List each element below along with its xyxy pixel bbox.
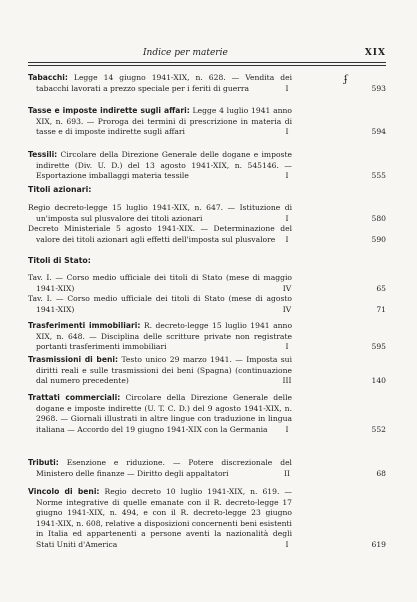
entry-text: R. decreto-legge 15 luglio 1941 anno XIX, n. 648. — Disciplina delle scritture private non registrate portanti trasferimenti immobiliari xyxy=(36,321,293,352)
header-rule-thin xyxy=(28,65,386,66)
entry-heading: Trattati commerciali: xyxy=(28,393,121,402)
entry-heading: Tributi: xyxy=(28,458,59,467)
index-entry-titoli-azionari-2 xyxy=(28,224,386,245)
entry-heading: Trasmissioni di beni: xyxy=(28,355,119,364)
entry-text: Legge 4 luglio 1941 anno XIX, n. 693. — Proroga dei termini di prescrizione in materia di tasse e di imposte indirette sugli affari xyxy=(36,106,292,137)
entry-page: 140 xyxy=(371,376,386,386)
entry-text: Legge 14 giugno 1941-XIX, n. 628. — Vendita dei tabacchi lavorati a prezzo speciale per i feriti di guerra xyxy=(36,73,292,93)
entry-volume: III xyxy=(282,376,292,386)
entry-text: Decreto Ministeriale 5 agosto 1941-XIX. — Determinazione del valore dei titoli azionari agli effetti dell'imposta sul plusvalore xyxy=(28,224,292,244)
entry-heading: Tabacchi: xyxy=(28,73,68,82)
section-heading-titoli-stato: Titoli di Stato: xyxy=(28,256,91,265)
entry-page: 65 xyxy=(376,283,386,293)
page-number: XIX xyxy=(364,48,386,58)
index-entry-trasferimenti xyxy=(28,321,386,353)
index-entry-tessili xyxy=(28,150,386,182)
entry-text: Regio decreto-legge 15 luglio 1941-XIX, n. 647. — Istituzione di un'imposta sul plusvalore dei titoli azionari xyxy=(28,203,292,223)
page-header xyxy=(28,48,386,62)
entry-page: 594 xyxy=(371,127,386,137)
entry-volume: IV xyxy=(282,304,292,314)
entry-page: 68 xyxy=(376,468,386,478)
index-entry-trattati xyxy=(28,393,386,435)
entry-page: 552 xyxy=(371,424,386,434)
entry-page: 590 xyxy=(371,234,386,244)
entry-page: 71 xyxy=(376,304,386,314)
index-entry-tributi xyxy=(28,458,386,479)
index-entry-tasse xyxy=(28,106,386,138)
entry-text: Regio decreto 10 luglio 1941-XIX, n. 619. — Norme integrative di quelle emanate con il R. decreto-legge 17 giugno 1941-XIX, n. 494, e con il R. decreto-legge 23 giugno 1941-XIX, n. 608, relative a disposizioni concernenti beni esistenti in Italia ed appartenenti a persone aventi la nazionalità degli Stati Uniti d'America xyxy=(36,487,292,549)
entry-volume: IV xyxy=(282,283,292,293)
entry-text: Circolare della Direzione Generale delle dogane e imposte indirette (U. T. C. D.) del 9 agosto 1941-XIX, n. 2968. — Giornali illustrati in altre lingue con traduzione in lingua italiana — Accordo del 19 giugno 1941-XIX con la Germania xyxy=(36,393,292,434)
entry-volume: I xyxy=(285,83,289,93)
entry-page: 595 xyxy=(371,342,386,352)
index-entry-titoli-stato-2 xyxy=(28,294,386,315)
running-title: Indice per materie xyxy=(143,48,228,58)
entry-heading: Tessili: xyxy=(28,150,58,159)
entry-text: Circolare della Direzione Generale delle dogane e imposte indirette (Div. U. D.) del 13 agosto 1941-XIX, n. 545146. — Esportazione imballaggi materia tessile xyxy=(36,150,292,181)
entry-volume: I xyxy=(285,424,289,434)
entry-text: Testo unico 29 marzo 1941. — Imposta sui diritti reali e sulle trasmissioni dei beni (Spagna) (continuazione dal numero precedente) xyxy=(36,355,292,386)
entry-heading: Vincolo di beni: xyxy=(28,487,100,496)
handwritten-mark: ʄ xyxy=(344,74,348,85)
entry-volume: I xyxy=(285,127,289,137)
section-heading-titoli-azionari: Titoli azionari: xyxy=(28,185,92,194)
entry-page: 619 xyxy=(371,539,386,549)
entry-text: Tav. I. — Corso medio ufficiale dei titoli di Stato (mese di maggio 1941-XIX) xyxy=(28,273,292,293)
entry-text: Tav. I. — Corso medio ufficiale dei titoli di Stato (mese di agosto 1941-XIX) xyxy=(28,294,292,314)
index-entry-trasmissioni xyxy=(28,355,386,387)
entry-text: Esenzione e riduzione. — Potere discrezionale del Ministero delle finanze — Diritto degli appaltatori xyxy=(36,458,292,478)
index-entry-titoli-azionari-1 xyxy=(28,203,386,224)
entry-heading: Trasferimenti immobiliari: xyxy=(28,321,141,330)
entry-heading: Tasse e imposte indirette sugli affari: xyxy=(28,106,190,115)
index-entry-tabacchi xyxy=(28,73,386,94)
entry-volume: I xyxy=(285,234,289,244)
entry-page: 593 xyxy=(371,83,386,93)
entry-volume: I xyxy=(285,539,289,549)
entry-volume: I xyxy=(285,213,289,223)
index-entry-vincolo xyxy=(28,487,386,551)
entry-page: 555 xyxy=(371,171,386,181)
entry-volume: II xyxy=(284,468,290,478)
header-rule xyxy=(28,62,386,63)
entry-volume: I xyxy=(285,171,289,181)
entry-volume: I xyxy=(285,342,289,352)
index-entry-titoli-stato-1 xyxy=(28,273,386,294)
entry-page: 580 xyxy=(371,213,386,223)
